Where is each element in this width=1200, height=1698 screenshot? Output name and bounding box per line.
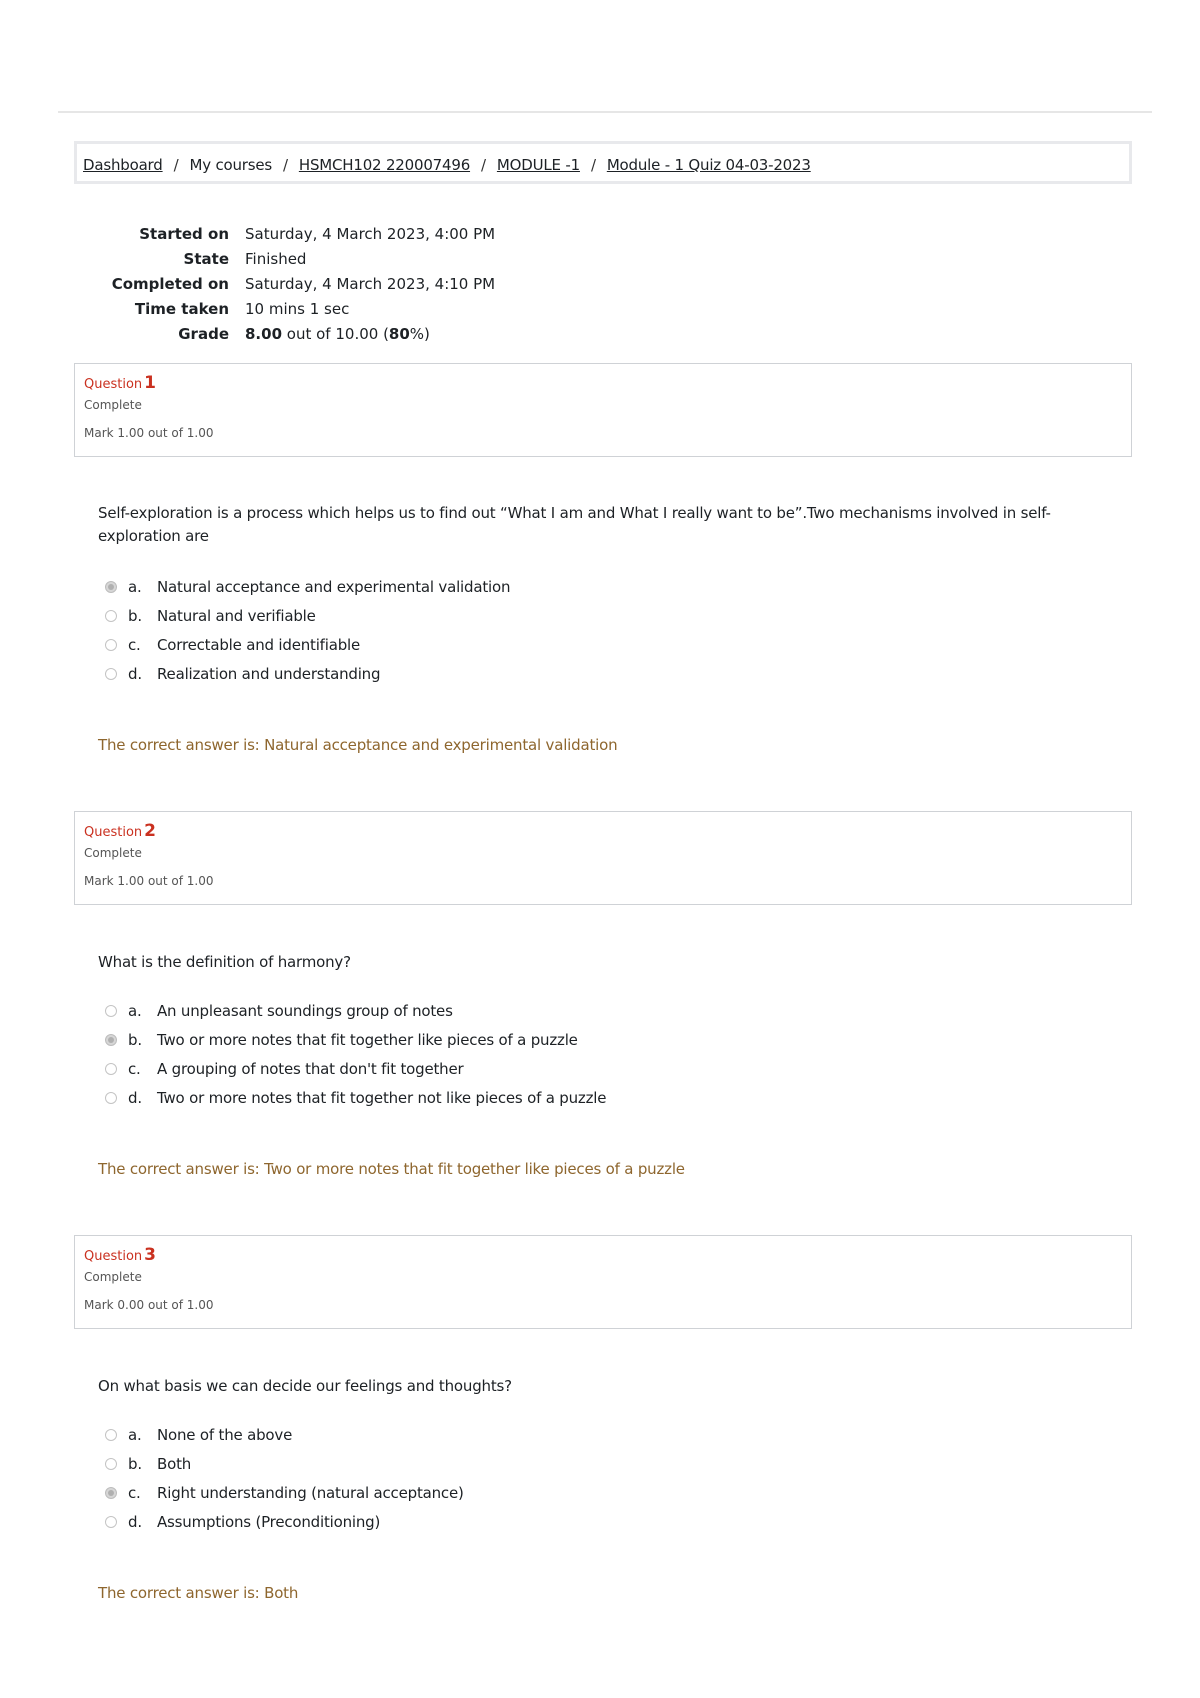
option-text: An unpleasant soundings group of notes xyxy=(157,1001,453,1020)
answer-option[interactable] xyxy=(105,1025,606,1054)
answer-option[interactable] xyxy=(105,1478,464,1507)
question-text-1: Self-exploration is a process which helps us to find out “What I am and What I really want to be”.Two mechanisms involved in self-exploration are xyxy=(98,504,1051,545)
breadcrumb-my-courses: My courses xyxy=(189,156,272,174)
answer-option[interactable] xyxy=(105,1083,606,1112)
question-heading xyxy=(84,1244,1131,1266)
option-letter: d. xyxy=(128,1088,142,1107)
answer-option[interactable] xyxy=(105,1507,464,1536)
breadcrumb-separator: / xyxy=(173,156,179,174)
option-text: Right understanding (natural acceptance) xyxy=(157,1483,464,1502)
question-label: Question xyxy=(84,377,143,392)
grade-value xyxy=(245,321,495,346)
time-taken-label: Time taken xyxy=(134,299,229,318)
question-text-3: On what basis we can decide our feelings and thoughts? xyxy=(98,1377,512,1395)
answer-option[interactable] xyxy=(105,1420,464,1449)
top-divider xyxy=(58,111,1152,113)
breadcrumb-separator: / xyxy=(590,156,596,174)
radio-selected-icon[interactable] xyxy=(105,1034,117,1046)
option-text: None of the above xyxy=(157,1425,293,1444)
radio-selected-icon[interactable] xyxy=(105,1487,117,1499)
answer-option[interactable] xyxy=(105,1449,464,1478)
radio-icon[interactable] xyxy=(105,1516,117,1528)
question-state: Complete xyxy=(84,846,142,860)
option-letter: c. xyxy=(128,1059,141,1078)
question-mark: Mark 0.00 out of 1.00 xyxy=(84,1298,214,1312)
option-text: Natural acceptance and experimental validation xyxy=(157,577,511,596)
answer-options-1 xyxy=(105,572,510,688)
radio-selected-icon[interactable] xyxy=(105,581,117,593)
answer-option[interactable] xyxy=(105,630,510,659)
option-letter: a. xyxy=(128,577,142,596)
breadcrumb-course[interactable]: HSMCH102 220007496 xyxy=(298,156,471,174)
option-text: Assumptions (Preconditioning) xyxy=(157,1512,381,1531)
option-text: Realization and understanding xyxy=(157,664,381,683)
summary-row-started xyxy=(74,221,495,246)
question-info-2 xyxy=(74,811,1132,905)
summary-row-completed xyxy=(74,271,495,296)
option-letter: d. xyxy=(128,664,142,683)
question-info-3 xyxy=(74,1235,1132,1329)
breadcrumb-dashboard[interactable]: Dashboard xyxy=(83,156,163,174)
correct-answer-feedback-3: The correct answer is: Both xyxy=(98,1584,299,1602)
state-value: Finished xyxy=(245,249,307,268)
question-number: 1 xyxy=(144,373,156,393)
answer-options-2 xyxy=(105,996,606,1112)
option-letter: b. xyxy=(128,606,142,625)
question-text-2: What is the definition of harmony? xyxy=(98,953,351,971)
answer-option[interactable] xyxy=(105,659,510,688)
completed-on-value: Saturday, 4 March 2023, 4:10 PM xyxy=(245,274,496,293)
breadcrumb-separator: / xyxy=(283,156,288,174)
option-letter: b. xyxy=(128,1030,142,1049)
radio-icon[interactable] xyxy=(105,668,117,680)
option-letter: a. xyxy=(128,1425,142,1444)
grade-percent-close: %) xyxy=(409,324,430,343)
radio-icon[interactable] xyxy=(105,1092,117,1104)
question-heading xyxy=(84,820,1131,842)
option-text: Two or more notes that fit together like pieces of a puzzle xyxy=(157,1030,578,1049)
question-number: 2 xyxy=(144,821,156,841)
option-text: A grouping of notes that don't fit together xyxy=(157,1059,464,1078)
answer-option[interactable] xyxy=(105,1054,606,1083)
question-label: Question xyxy=(84,825,143,840)
breadcrumb xyxy=(74,141,1132,184)
question-mark: Mark 1.00 out of 1.00 xyxy=(84,426,214,440)
answer-options-3 xyxy=(105,1420,464,1536)
option-letter: d. xyxy=(128,1512,142,1531)
correct-answer-feedback-2: The correct answer is: Two or more notes that fit together like pieces of a puzzle xyxy=(98,1160,685,1178)
answer-option[interactable] xyxy=(105,996,606,1025)
grade-out-of: out of 10.00 ( xyxy=(286,324,389,343)
breadcrumb-quiz[interactable]: Module - 1 Quiz 04-03-2023 xyxy=(606,156,811,174)
question-mark: Mark 1.00 out of 1.00 xyxy=(84,874,214,888)
option-text: Both xyxy=(157,1454,192,1473)
question-state: Complete xyxy=(84,1270,142,1284)
radio-icon[interactable] xyxy=(105,1429,117,1441)
answer-option[interactable] xyxy=(105,572,510,601)
grade-label: Grade xyxy=(178,324,229,343)
option-text: Natural and verifiable xyxy=(157,606,316,625)
radio-icon[interactable] xyxy=(105,610,117,622)
breadcrumb-module[interactable]: MODULE -1 xyxy=(496,156,580,174)
summary-row-time xyxy=(74,296,495,321)
time-taken-value: 10 mins 1 sec xyxy=(245,299,350,318)
question-label: Question xyxy=(84,1249,143,1264)
summary-row-grade xyxy=(74,321,495,346)
question-number: 3 xyxy=(144,1245,156,1265)
started-on-value: Saturday, 4 March 2023, 4:00 PM xyxy=(245,224,496,243)
option-letter: c. xyxy=(128,1483,141,1502)
option-letter: c. xyxy=(128,635,141,654)
summary-row-state xyxy=(74,246,495,271)
state-label: State xyxy=(183,249,229,268)
option-text: Two or more notes that fit together not like pieces of a puzzle xyxy=(157,1088,607,1107)
completed-on-label: Completed on xyxy=(111,274,229,293)
started-on-label: Started on xyxy=(139,224,229,243)
radio-icon[interactable] xyxy=(105,1458,117,1470)
answer-option[interactable] xyxy=(105,601,510,630)
radio-icon[interactable] xyxy=(105,1005,117,1017)
option-letter: a. xyxy=(128,1001,142,1020)
quiz-summary-table xyxy=(74,221,495,346)
radio-icon[interactable] xyxy=(105,1063,117,1075)
correct-answer-feedback-1: The correct answer is: Natural acceptance and experimental validation xyxy=(98,736,618,754)
question-state: Complete xyxy=(84,398,142,412)
option-letter: b. xyxy=(128,1454,142,1473)
grade-score: 8.00 xyxy=(245,324,283,343)
question-heading xyxy=(84,372,1131,394)
option-text: Correctable and identifiable xyxy=(157,635,361,654)
breadcrumb-separator: / xyxy=(481,156,486,174)
grade-percent: 80 xyxy=(388,324,410,343)
question-info-1 xyxy=(74,363,1132,457)
radio-icon[interactable] xyxy=(105,639,117,651)
